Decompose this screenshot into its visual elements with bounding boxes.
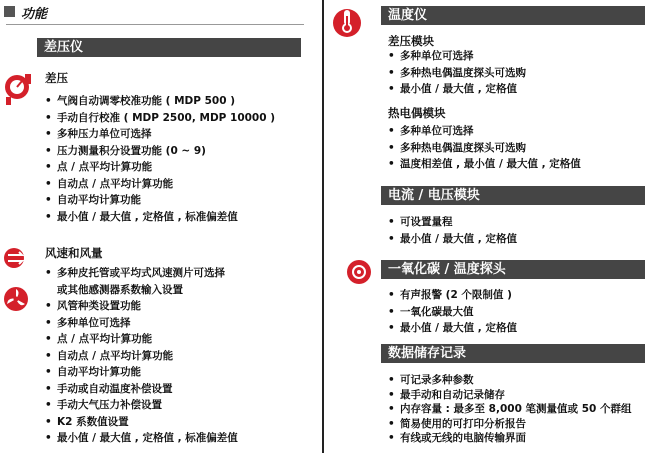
list-item: • 最手动和自动记录储存 xyxy=(388,388,631,403)
list-item: • 自动平均计算功能 xyxy=(45,192,275,209)
list-item: • 多种热电偶温度探头可选购 xyxy=(388,65,526,82)
list-item: • 可设置量程 xyxy=(388,214,517,231)
section-title-pressure: 差压 xyxy=(45,71,68,85)
list-item: • 有声报警 (2 个限制值 ) xyxy=(388,287,517,304)
list-item: • 多种单位可选择 xyxy=(388,48,526,65)
list-item: 或其他感测器系数输入设置 xyxy=(57,283,183,296)
list-item: • 自动点 / 点平均计算功能 xyxy=(45,348,238,365)
list-item: • K2 系数值设置 xyxy=(45,414,238,431)
header-square-icon xyxy=(4,6,15,17)
section-bar-temperature: 温度仪 xyxy=(381,6,645,25)
list-item: • 简易使用的可打印分析报告 xyxy=(388,417,631,432)
header-divider xyxy=(6,24,304,25)
list-item: • 多种热电偶温度探头可选购 xyxy=(388,140,581,157)
airflow-feature-list xyxy=(45,265,238,447)
temp-module2-list xyxy=(388,123,581,173)
list-item: • 手动自行校准 ( MDP 2500, MDP 10000 ) xyxy=(45,110,275,127)
list-item: • 多种皮托管或平均式风速测片可选择 xyxy=(45,265,238,282)
section-bar-data-storage: 数据储存记录 xyxy=(381,344,645,363)
co-probe-icon xyxy=(345,258,373,286)
column-divider xyxy=(322,0,324,453)
current-module-list xyxy=(388,214,517,247)
list-item: • 最小值 / 最大值 , 定格值 , 标准偏差值 xyxy=(45,430,238,447)
list-item: • 可记录多种参数 xyxy=(388,373,631,388)
list-item: • 压力测量积分设置功能 (0 ~ 9) xyxy=(45,143,275,160)
anemometer-icon xyxy=(3,247,29,269)
module-title-thermocouple: 热电偶模块 xyxy=(388,106,446,120)
list-item: • 温度相差值 , 最小值 / 最大值 , 定格值 xyxy=(388,156,581,173)
list-item: • 内存容量 : 最多至 8,000 笔测量值或 50 个群组 xyxy=(388,402,631,417)
thermometer-icon xyxy=(331,5,363,39)
pressure-feature-list xyxy=(45,93,275,225)
list-item: • 多种单位可选择 xyxy=(45,315,238,332)
list-item: • 多种单位可选择 xyxy=(388,123,581,140)
list-item: • 最小值 / 最大值 , 定格值 , 标准偏差值 xyxy=(45,209,275,226)
list-item: • 风管种类设置功能 xyxy=(45,298,238,315)
pressure-gauge-icon xyxy=(2,70,34,106)
list-item: • 有线或无线的电脑传输界面 xyxy=(388,431,631,446)
list-item: • 最小值 / 最大值 , 定格值 xyxy=(388,231,517,248)
module-title-pressure: 差压模块 xyxy=(388,34,434,48)
temp-module1-list xyxy=(388,48,526,98)
list-item: • 点 / 点平均计算功能 xyxy=(45,159,275,176)
list-item: • 一氧化碳最大值 xyxy=(388,304,517,321)
section-bar-co-temperature: 一氧化碳 / 温度探头 xyxy=(381,260,645,279)
list-item: • 气阀自动调零校准功能 ( MDP 500 ) xyxy=(45,93,275,110)
section-title-airflow: 风速和风量 xyxy=(45,246,103,260)
page-title: 功能 xyxy=(21,7,48,22)
fan-icon xyxy=(3,286,29,312)
list-item: • 自动点 / 点平均计算功能 xyxy=(45,176,275,193)
list-item: • 手动大气压力补偿设置 xyxy=(45,397,238,414)
list-item: • 手动或自动温度补偿设置 xyxy=(45,381,238,398)
section-bar-current-voltage: 电流 / 电压模块 xyxy=(381,186,645,205)
section-bar-pressure: 差压仪 xyxy=(37,38,301,57)
co-module-list xyxy=(388,287,517,337)
list-item: • 最小值 / 最大值 , 定格值 xyxy=(388,81,526,98)
storage-feature-list xyxy=(388,373,631,446)
list-item: • 多种压力单位可选择 xyxy=(45,126,275,143)
list-item: • 最小值 / 最大值 , 定格值 xyxy=(388,320,517,337)
list-item: • 点 / 点平均计算功能 xyxy=(45,331,238,348)
list-item: • 自动平均计算功能 xyxy=(45,364,238,381)
